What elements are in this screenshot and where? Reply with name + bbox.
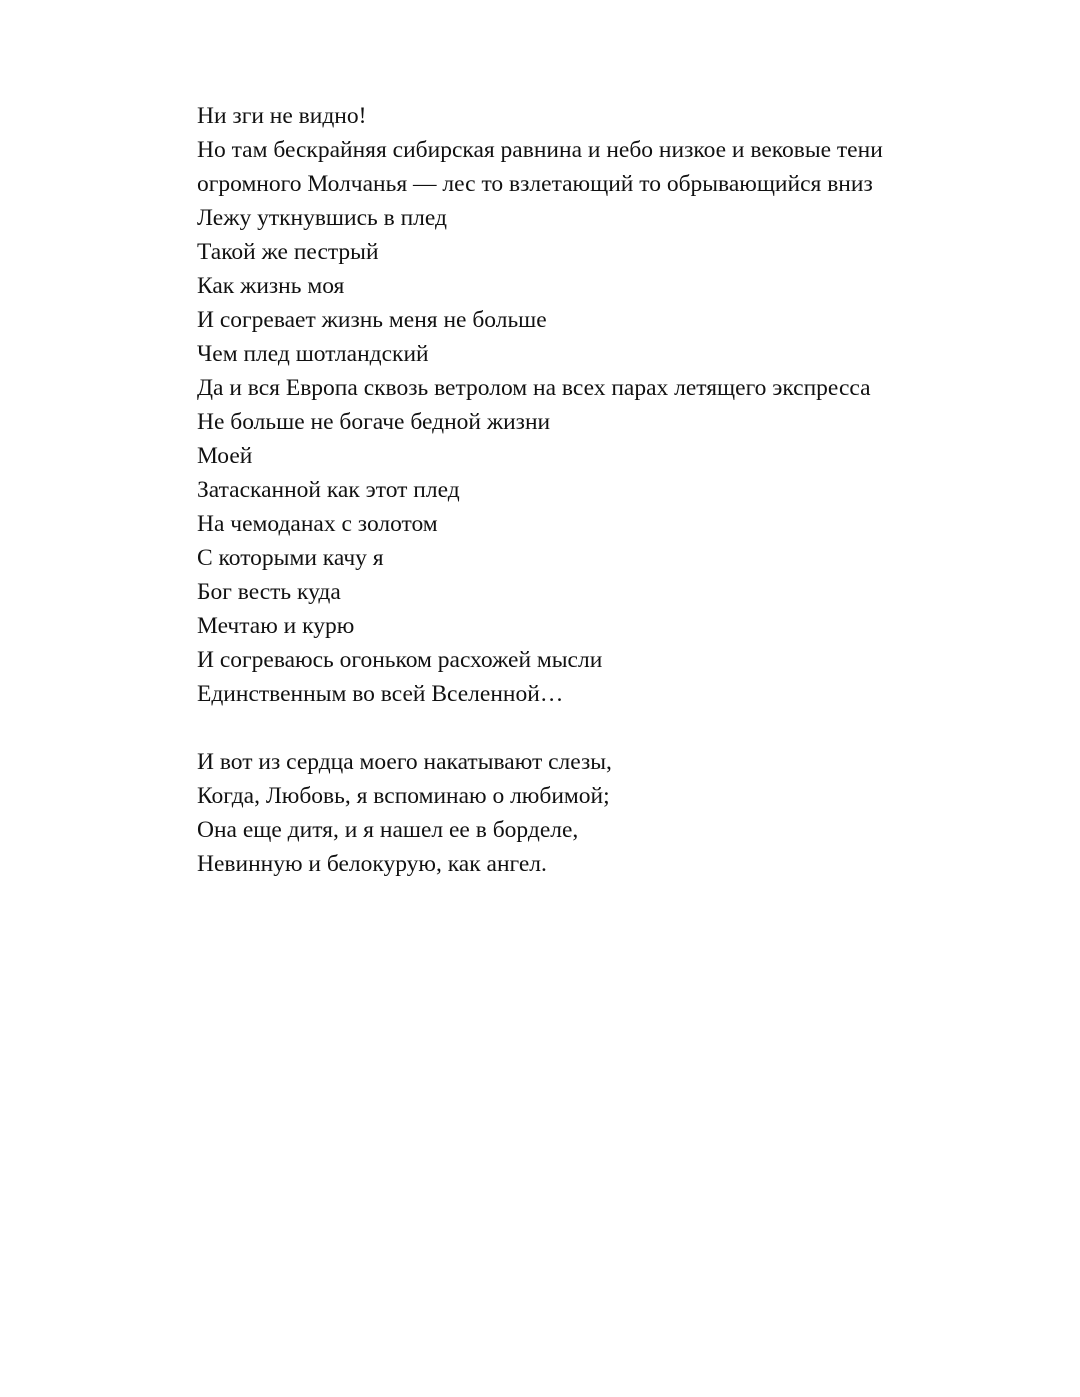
poem-line: Бог весть куда [197,579,341,605]
poem-line: И согреваюсь огоньком расхожей мысли [197,647,603,673]
poem-line: Когда, Любовь, я вспоминаю о любимой; [197,783,610,809]
poem-text [197,99,957,881]
poem-line: огромного Молчанья — лес то взлетающий то обрывающийся вниз [197,171,873,197]
poem-line: Она еще дитя, и я нашел ее в борделе, [197,817,579,843]
poem-line: Лежу уткнувшись в плед [197,205,447,231]
poem-line: И вот из сердца моего накатывают слезы, [197,749,612,775]
poem-line: И согревает жизнь меня не больше [197,307,547,333]
poem-line: Не больше не богаче бедной жизни [197,409,551,435]
poem-line: Моей [197,443,253,469]
poem-line: Невинную и белокурую, как ангел. [197,851,547,877]
poem-line: Затасканной как этот плед [197,477,460,503]
poem-line: Но там бескрайняя сибирская равнина и небо низкое и вековые тени [197,137,883,163]
poem-line: Мечтаю и курю [197,613,355,639]
poem-line: Чем плед шотландский [197,341,429,367]
poem-line: На чемоданах с золотом [197,511,438,537]
stanza-2 [197,745,957,881]
poem-line: Единственным во всей Вселенной… [197,681,564,707]
poem-line: Ни зги не видно! [197,103,367,129]
stanza-1 [197,99,957,711]
poem-line: С которыми качу я [197,545,384,571]
poem-line: Как жизнь моя [197,273,345,299]
poem-line: Такой же пестрый [197,239,379,265]
poem-line: Да и вся Европа сквозь ветролом на всех парах летящего экспресса [197,375,871,401]
